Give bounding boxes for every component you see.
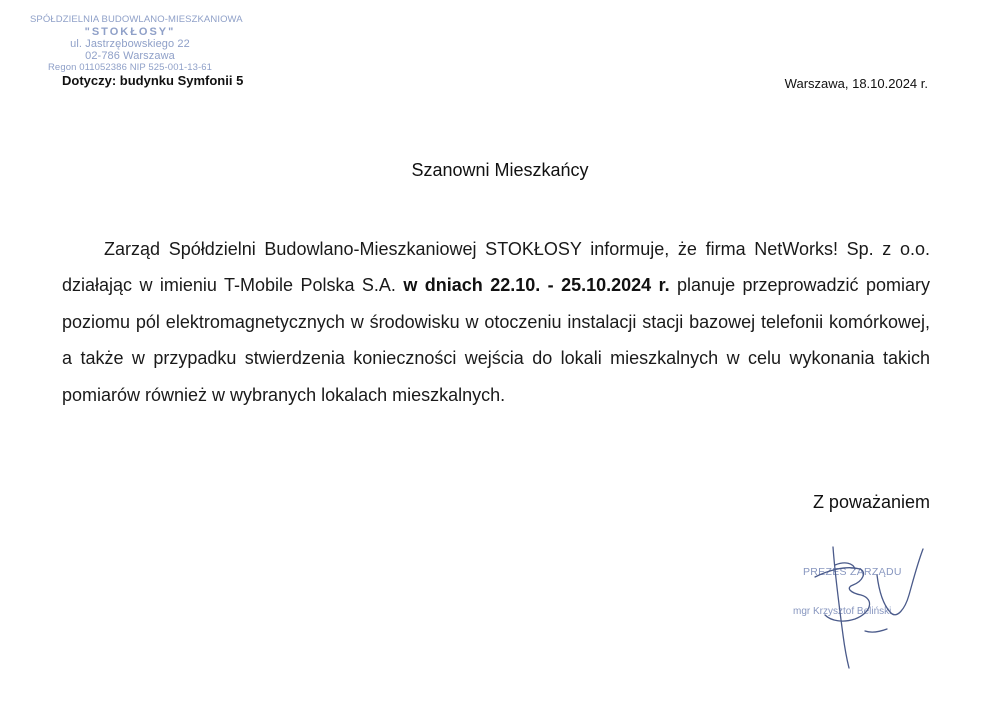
letter-body [62, 231, 930, 413]
cooperative-stamp [30, 14, 243, 74]
body-date-range: w dniach 22.10. - 25.10.2024 r. [403, 275, 670, 296]
stamp-line-1: SPÓŁDZIELNIA BUDOWLANO-MIESZKANIOWA [30, 14, 243, 25]
salutation: Szanowni Mieszkańcy [411, 160, 589, 180]
stamp-line-3: ul. Jastrzębowskiego 22 [70, 38, 190, 50]
closing: Z poważaniem [812, 492, 930, 512]
letter-date: Warszawa, 18.10.2024 r. [784, 76, 928, 91]
signature-stroke-3 [877, 549, 923, 615]
stamp-line-4: 02-786 Warszawa [85, 50, 175, 62]
body-part-1: Zarząd Spółdzielni Budowlano-Mieszkaniowej STOKŁOSY informuje, że firma NetWorks! Sp. z o.o. działając w imieniu T-Mobile Polska S.A. [62, 239, 930, 296]
body-part-2: planuje przeprowadzić pomiary poziomu pól elektromagnetycznych w środowisku w otoczeniu instalacji stacji bazowej telefonii komórkowej, a także w przypadku stwierdzenia konieczności wejścia do lokali mieszkalnych w celu wykonania takich pomiarów również w wybranych lokalach mieszkalnych. [62, 275, 930, 405]
signature-stamp-name: mgr Krzysztof Beliński [793, 606, 892, 617]
stamp-line-2: "STOKŁOSY" [84, 26, 176, 38]
signature-stroke-5 [865, 629, 887, 632]
stamp-line-5: Regon 011052386 NIP 525-001-13-61 [47, 62, 213, 73]
signature-stamp-title: PREZES ZARZĄDU [803, 566, 902, 578]
signature-stroke-2 [815, 568, 870, 621]
regarding-line: Dotyczy: budynku Symfonii 5 [62, 73, 244, 88]
handwritten-signature [805, 535, 945, 675]
